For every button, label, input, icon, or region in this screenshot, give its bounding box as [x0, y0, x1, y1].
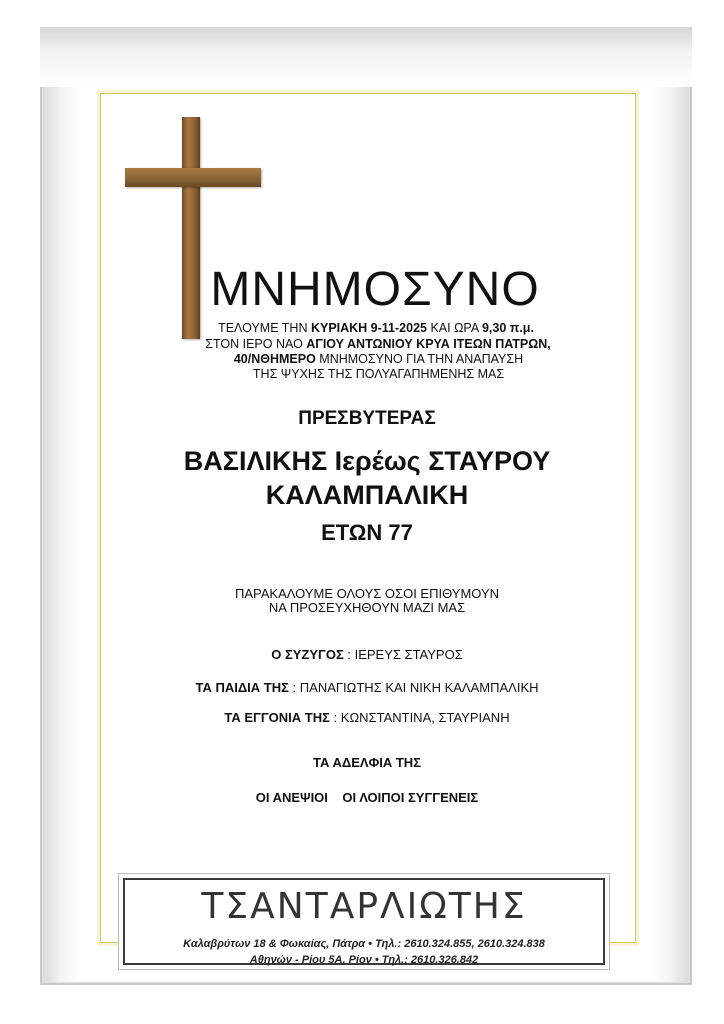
service-date-line	[206, 321, 546, 335]
invitation-line-1: ΠΑΡΑΚΑΛΟΥΜΕ ΟΛΟΥΣ ΟΣΟΙ ΕΠΙΘΥΜΟΥΝ	[234, 586, 500, 601]
spouse-line	[100, 647, 634, 662]
spouse-name: : ΙΕΡΕΥΣ ΣΤΑΥΡΟΣ	[343, 647, 463, 662]
grandchildren-label: ΤΑ ΕΓΓΟΝΙΑ ΤΗΣ	[224, 710, 330, 725]
funeral-home-logo: ΤΣΑΝΤΑΡΛΙΩΤΗΣ	[201, 886, 527, 927]
address-line-1: Καλαβρύτων 18 & Φωκαίας, Πάτρα • Τηλ.: 2610.324.855, 2610.324.838	[183, 938, 545, 950]
cross-icon	[182, 117, 200, 339]
church-line	[188, 337, 568, 351]
children-names: : ΠΑΝΑΓΙΩΤΗΣ ΚΑΙ ΝΙΚΗ ΚΑΛΑΜΠΑΛΙΚΗ	[288, 680, 539, 695]
church-name: ΑΓΙΟΥ ΑΝΤΩΝΙΟΥ ΚΡΥΑ ΙΤΕΩΝ ΠΑΤΡΩΝ,	[306, 337, 551, 351]
children-line	[100, 680, 634, 695]
cousins-label: ΟΙ ΑΝΕΨΙΟΙ	[255, 790, 328, 805]
grandchildren-names: : ΚΩΝΣΤΑΝΤΙΝΑ, ΣΤΑΥΡΙΑΝΗ	[329, 710, 510, 725]
deceased-name: ΒΑΣΙΛΙΚΗΣ Ιερέως ΣΤΑΥΡΟΥ	[183, 446, 551, 476]
service-day: ΚΥΡΙΑΚΗ 9-11-2025	[310, 321, 427, 335]
relatives-line	[100, 790, 634, 805]
siblings-line: ΤΑ ΑΔΕΛΦΙΑ ΤΗΣ	[313, 755, 421, 770]
deceased-surname: ΚΑΛΑΜΠΑΛΙΚΗ	[265, 480, 469, 510]
memorial-days: 40/ΝΘΗΜΕΡΟ	[233, 352, 316, 366]
footer-box	[123, 878, 605, 965]
line-text: ΚΑΙ ΩΡΑ	[426, 321, 482, 335]
line-text: ΣΤΟΝ ΙΕΡΟ ΝΑΟ	[205, 337, 307, 351]
cross-icon-bar	[125, 168, 261, 187]
funeral-home-footer	[118, 873, 610, 970]
grandchildren-line	[100, 710, 634, 725]
memorial-line	[206, 352, 551, 366]
frame-shading	[40, 27, 692, 87]
service-time: 9,30 π.μ.	[481, 321, 534, 335]
soul-line: ΤΗΣ ΨΥΧΗΣ ΤΗΣ ΠΟΛΥΑΓΑΠΗΜΕΝΗΣ ΜΑΣ	[252, 367, 505, 381]
address-line-2: Αθηνών - Ρίου 5Α, Ρίον • Τηλ.: 2610.326.842	[249, 954, 479, 966]
other-relatives-label: ΟΙ ΛΟΙΠΟΙ ΣΥΓΓΕΝΕΙΣ	[342, 790, 479, 805]
notice-page	[100, 93, 636, 943]
line-text: ΜΝΗΜΟΣΥΝΟ ΓΙΑ ΤΗΝ ΑΝΑΠΑΥΣΗ	[315, 352, 524, 366]
children-label: ΤΑ ΠΑΙΔΙΑ ΤΗΣ	[195, 680, 289, 695]
deceased-title: ΠΡΕΣΒΥΤΕΡΑΣ	[298, 408, 436, 429]
spouse-label: Ο ΣΥΖΥΓΟΣ	[271, 647, 344, 662]
line-text: ΤΕΛΟΥΜΕ ΤΗΝ	[218, 321, 311, 335]
deceased-age: ΕΤΩΝ 77	[321, 520, 413, 545]
invitation-line-2: ΝΑ ΠΡΟΣΕΥΧΗΘΟΥΝ ΜΑΖΙ ΜΑΣ	[268, 600, 466, 615]
notice-title: ΜΝΗΜΟΣΥΝΟ	[210, 263, 540, 316]
